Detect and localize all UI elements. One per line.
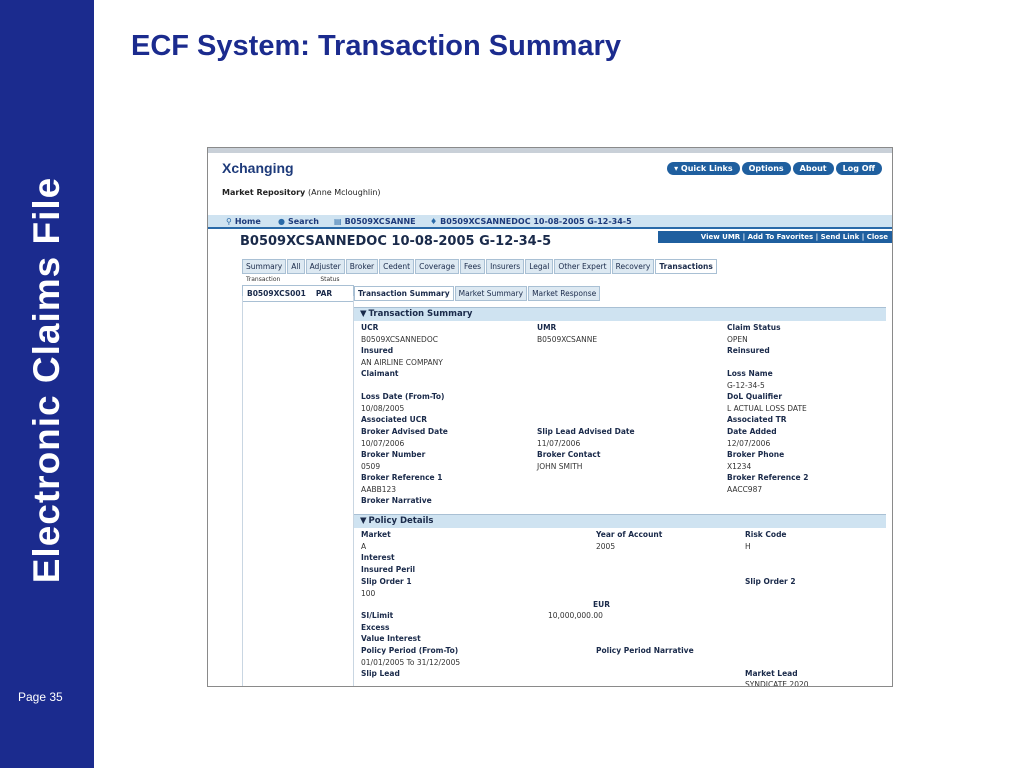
transaction-summary-header[interactable] bbox=[354, 307, 886, 321]
nav-home-label: Home bbox=[234, 217, 261, 226]
broker-narrative-label: Broker Narrative bbox=[361, 496, 432, 505]
claim-status-value: OPEN bbox=[727, 335, 748, 344]
policy-details-header[interactable] bbox=[354, 514, 886, 528]
ecf-screenshot bbox=[207, 147, 893, 687]
tab-market-response[interactable]: Market Response bbox=[528, 286, 600, 301]
col-transaction: Transaction bbox=[246, 276, 281, 283]
insured-label: Insured bbox=[361, 346, 394, 355]
transaction-list bbox=[242, 276, 354, 686]
broker-advised-date-label: Broker Advised Date bbox=[361, 427, 448, 436]
market-label: Market bbox=[361, 530, 391, 539]
risk-code-label: Risk Code bbox=[745, 530, 787, 539]
top-buttons bbox=[667, 162, 882, 175]
policy-period-label: Policy Period (From-To) bbox=[361, 646, 459, 655]
year-of-account-label: Year of Account bbox=[596, 530, 663, 539]
slip-lead-advised-date-value: 11/07/2006 bbox=[537, 439, 581, 448]
dol-qualifier-label: DoL Qualifier bbox=[727, 392, 783, 401]
slip-order1-value: 100 bbox=[361, 589, 376, 598]
broker-number-value: 0509 bbox=[361, 462, 381, 471]
umr-label: UMR bbox=[537, 323, 557, 332]
slide-title: ECF System: Transaction Summary bbox=[131, 30, 621, 62]
page-number: Page 35 bbox=[18, 690, 63, 704]
market-lead-label: Market Lead bbox=[745, 669, 798, 678]
tab-fees[interactable]: Fees bbox=[460, 259, 485, 274]
loss-name-label: Loss Name bbox=[727, 369, 773, 378]
nav-search-label: Search bbox=[287, 217, 319, 226]
binoculars-icon: ● bbox=[278, 217, 285, 226]
risk-code-value: H bbox=[745, 542, 751, 551]
tab-coverage[interactable]: Coverage bbox=[415, 259, 459, 274]
si-limit-label: SI/Limit bbox=[361, 611, 394, 620]
ucr-label: UCR bbox=[361, 323, 379, 332]
document-icon: ♦ bbox=[430, 217, 438, 226]
sidebar bbox=[0, 0, 94, 768]
date-added-label: Date Added bbox=[727, 427, 777, 436]
ucr-value: B0509XCSANNEDOC bbox=[361, 335, 438, 344]
broker-ref2-label: Broker Reference 2 bbox=[727, 473, 809, 482]
sub-tabs bbox=[354, 286, 600, 301]
repository-label bbox=[222, 188, 381, 197]
tab-recovery[interactable]: Recovery bbox=[612, 259, 655, 274]
insured-peril-label: Insured Peril bbox=[361, 565, 416, 574]
collapse-triangle-icon: ▼ bbox=[360, 309, 367, 319]
transaction-list-header bbox=[242, 276, 354, 283]
tab-legal[interactable]: Legal bbox=[525, 259, 553, 274]
folder-icon: ▤ bbox=[334, 217, 342, 226]
slip-order1-label: Slip Order 1 bbox=[361, 577, 412, 586]
claimant-label: Claimant bbox=[361, 369, 399, 378]
transaction-summary-title: Transaction Summary bbox=[368, 309, 473, 319]
broker-contact-value: JOHN SMITH bbox=[537, 462, 583, 471]
excess-label: Excess bbox=[361, 623, 390, 632]
slip-lead-advised-date-label: Slip Lead Advised Date bbox=[537, 427, 635, 436]
broker-phone-value: X1234 bbox=[727, 462, 752, 471]
slip-lead-label: Slip Lead bbox=[361, 669, 400, 678]
magnifier-icon: ⚲ bbox=[226, 217, 232, 226]
tab-broker[interactable]: Broker bbox=[346, 259, 378, 274]
quick-links-button[interactable]: ▾ Quick Links bbox=[667, 162, 740, 175]
nav-ucr-label: B0509XCSANNE bbox=[344, 217, 416, 226]
tab-cedent[interactable]: Cedent bbox=[379, 259, 414, 274]
main-tabs bbox=[242, 259, 717, 274]
row-transaction: B0509XCS001 bbox=[247, 289, 306, 298]
collapse-triangle-icon: ▼ bbox=[360, 516, 367, 526]
tab-transactions[interactable]: Transactions bbox=[655, 259, 716, 274]
broker-ref1-value: AABB123 bbox=[361, 485, 397, 494]
year-of-account-value: 2005 bbox=[596, 542, 616, 551]
value-interest-label: Value Interest bbox=[361, 634, 421, 643]
brand-logo: Xchanging bbox=[222, 160, 294, 176]
about-button[interactable]: About bbox=[793, 162, 834, 175]
currency-label: EUR bbox=[593, 600, 610, 609]
date-added-value: 12/07/2006 bbox=[727, 439, 771, 448]
nav-transaction[interactable] bbox=[430, 217, 632, 226]
loss-date-value: 10/08/2005 bbox=[361, 404, 405, 413]
log-off-button[interactable]: Log Off bbox=[836, 162, 882, 175]
tab-other-expert[interactable]: Other Expert bbox=[554, 259, 610, 274]
repository-user: (Anne Mcloughlin) bbox=[308, 188, 381, 197]
claim-status-label: Claim Status bbox=[727, 323, 781, 332]
slip-order2-label: Slip Order 2 bbox=[745, 577, 796, 586]
window-top-strip bbox=[208, 148, 893, 153]
nav-search[interactable] bbox=[278, 217, 319, 226]
associated-ucr-label: Associated UCR bbox=[361, 415, 427, 424]
nav-home[interactable] bbox=[226, 217, 261, 226]
repository-name: Market Repository bbox=[222, 188, 306, 197]
broker-ref1-label: Broker Reference 1 bbox=[361, 473, 443, 482]
nav-transaction-label: B0509XCSANNEDOC 10-08-2005 G-12-34-5 bbox=[440, 217, 632, 226]
policy-period-value: 01/01/2005 To 31/12/2005 bbox=[361, 658, 461, 667]
col-status: Status bbox=[320, 276, 340, 283]
options-button[interactable]: Options bbox=[742, 162, 791, 175]
market-lead-value: SYNDICATE 2020 bbox=[745, 680, 809, 687]
row-status: PAR bbox=[315, 289, 333, 298]
policy-period-narrative-label: Policy Period Narrative bbox=[596, 646, 694, 655]
loss-name-value: G-12-34-5 bbox=[727, 381, 765, 390]
reinsured-label: Reinsured bbox=[727, 346, 770, 355]
broker-advised-date-value: 10/07/2006 bbox=[361, 439, 405, 448]
transaction-list-border bbox=[242, 296, 354, 686]
tab-market-summary[interactable]: Market Summary bbox=[455, 286, 527, 301]
broker-phone-label: Broker Phone bbox=[727, 450, 785, 459]
insured-value: AN AIRLINE COMPANY bbox=[361, 358, 443, 367]
nav-ucr[interactable] bbox=[334, 217, 416, 226]
action-links[interactable]: View UMR | Add To Favorites | Send Link | Close bbox=[658, 231, 893, 243]
associated-tr-label: Associated TR bbox=[727, 415, 787, 424]
tab-all[interactable]: All bbox=[287, 259, 304, 274]
market-value: A bbox=[361, 542, 367, 551]
tab-summary[interactable]: Summary bbox=[242, 259, 286, 274]
tab-insurers[interactable]: Insurers bbox=[486, 259, 524, 274]
broker-contact-label: Broker Contact bbox=[537, 450, 601, 459]
transaction-heading: B0509XCSANNEDOC 10-08-2005 G-12-34-5 bbox=[240, 234, 552, 249]
tab-adjuster[interactable]: Adjuster bbox=[306, 259, 345, 274]
loss-date-label: Loss Date (From-To) bbox=[361, 392, 445, 401]
broker-number-label: Broker Number bbox=[361, 450, 426, 459]
umr-value: B0509XCSANNE bbox=[537, 335, 598, 344]
interest-label: Interest bbox=[361, 553, 395, 562]
policy-details-title: Policy Details bbox=[368, 516, 434, 526]
sidebar-title: Electronic Claims File bbox=[26, 176, 67, 584]
navigation-bar bbox=[208, 215, 893, 229]
si-limit-value: 10,000,000.00 bbox=[548, 611, 603, 620]
tab-transaction-summary[interactable]: Transaction Summary bbox=[354, 286, 454, 301]
broker-ref2-value: AACC987 bbox=[727, 485, 763, 494]
dol-qualifier-value: L ACTUAL LOSS DATE bbox=[727, 404, 807, 413]
